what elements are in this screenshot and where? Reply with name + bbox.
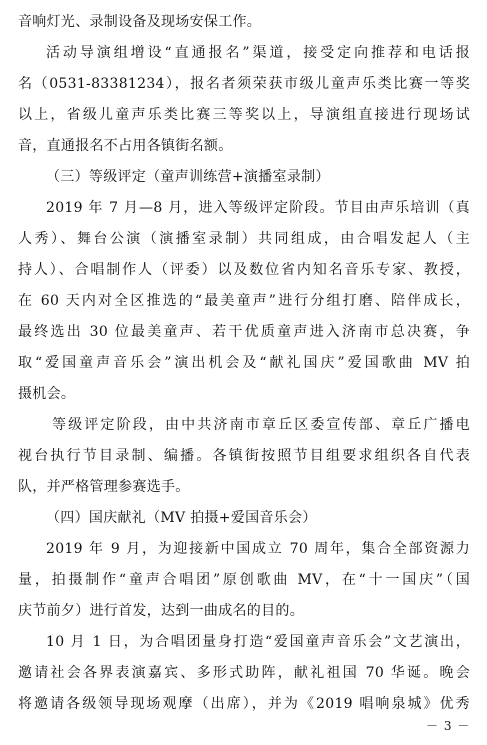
- text-line: 音响灯光、录制设备及现场安保工作。: [18, 14, 262, 30]
- text-line: 取“爱国童声音乐会”演出机会及“献礼国庆”爱国歌曲 MV 拍: [18, 355, 470, 371]
- text-line: 队，并严格管理参赛选手。: [18, 479, 190, 495]
- text-line: 最终选出 30 位最美童声、若干优质童声进入济南市总决赛，争: [18, 324, 470, 340]
- text-line: 在 60 天内对全区推选的“最美童声”进行分组打磨、陪伴成长，: [18, 293, 470, 309]
- text-line: 等级评定阶段，由中共济南市章丘区委宣传部、章丘广播电: [52, 417, 470, 433]
- section-heading: （三）等级评定（童声训练营+演播室录制）: [46, 169, 330, 185]
- text-line: 视台执行节目录制、编播。各镇街按照节目组要求组织各自代表: [18, 448, 470, 464]
- text-line: 活动导演组增设“直通报名”渠道，接受定向推荐和电话报: [46, 45, 470, 61]
- text-line: 将邀请各级领导现场观摩（出席），并为《2019 唱响泉城》优秀: [18, 696, 470, 712]
- text-line: 摄机会。: [18, 386, 76, 402]
- section-heading: （四）国庆献礼（MV 拍摄+爱国音乐会）: [46, 510, 317, 526]
- text-line: 邀请社会各界表演嘉宾、多形式助阵，献礼祖国 70 华诞。晚会: [18, 665, 470, 681]
- text-line: 10 月 1 日，为合唱团量身打造“爱国童声音乐会”文艺演出，: [46, 634, 470, 650]
- text-line: 名（0531-83381234），报名者须荣获市级儿童声乐类比赛一等奖: [18, 76, 470, 92]
- text-line: 以上，省级儿童声乐类比赛三等奖以上，导演组直接进行现场试: [18, 107, 470, 123]
- text-line: 庆节前夕）进行首发，达到一曲成名的目的。: [18, 603, 304, 619]
- text-line: 2019 年 7 月—8 月，进入等级评定阶段。节目由声乐培训（真: [46, 200, 470, 216]
- text-line: 人秀）、舞台公演（演播室录制）共同组成，由合唱发起人（主: [18, 231, 470, 247]
- text-line: 2019 年 9 月，为迎接新中国成立 70 周年，集合全部资源力: [46, 541, 470, 557]
- text-line: 音，直通报名不占用各镇街名额。: [18, 138, 233, 154]
- page-number: － 3 －: [426, 719, 471, 733]
- text-line: 量，拍摄制作“童声合唱团”原创歌曲 MV，在“十一国庆”（国: [18, 572, 470, 588]
- text-line: 持人）、合唱制作人（评委）以及数位省内知名音乐专家、教授，: [18, 262, 470, 278]
